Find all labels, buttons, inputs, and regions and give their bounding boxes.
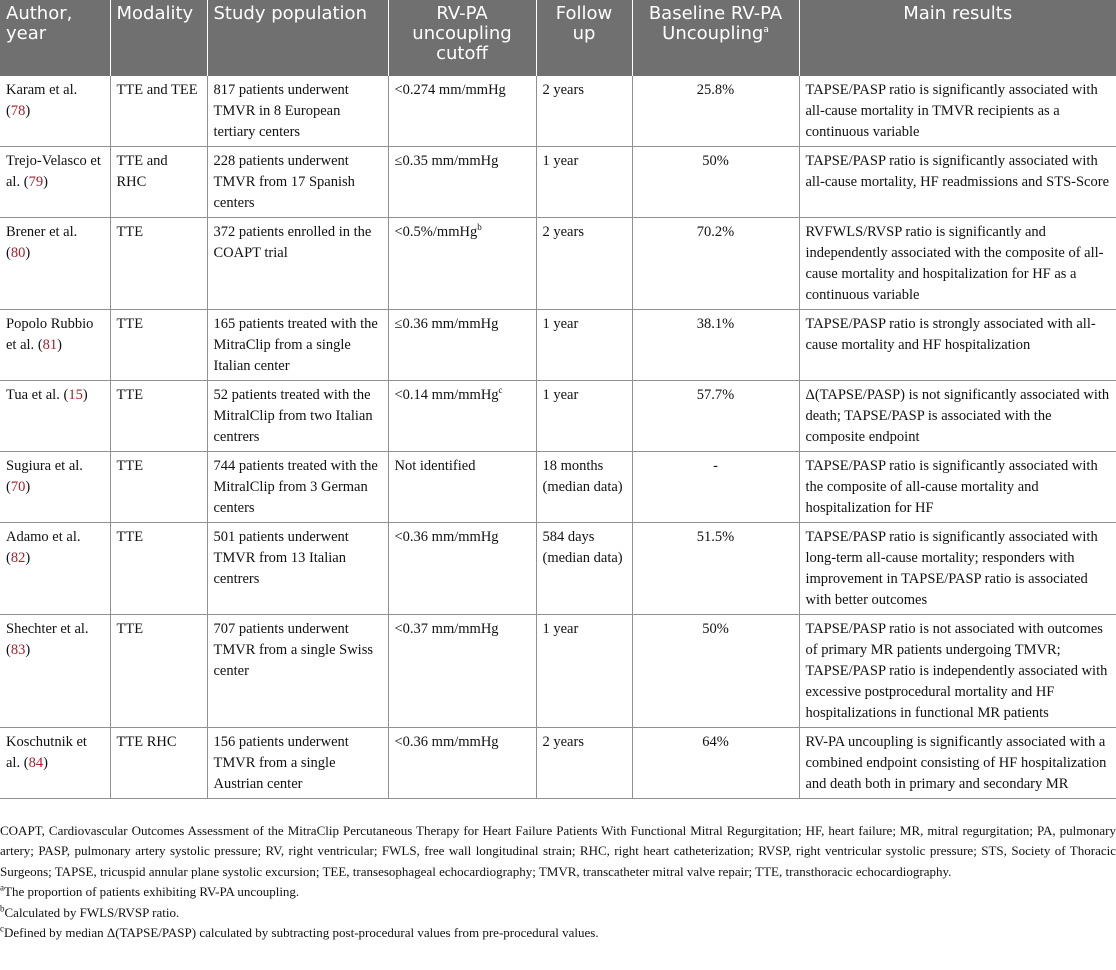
cell-cutoff: Not identified: [388, 452, 536, 523]
cell-population: 228 patients underwent TMVR from 17 Spanish centers: [207, 147, 388, 218]
cell-cutoff: <0.14 mm/mmHg$^c$: [388, 381, 536, 452]
cell-results: TAPSE/PASP ratio is significantly associated with all-cause mortality in TMVR recipients as a continuous variable: [799, 76, 1116, 147]
cell-results: Δ(TAPSE/PASP) is not significantly associated with death; TAPSE/PASP is associated with the composite endpoint: [799, 381, 1116, 452]
table-row: [0, 147, 1116, 218]
header-baseline: Baseline RV-PA Uncoupling$^a$: [632, 0, 799, 76]
cell-followup: 1 year: [536, 147, 632, 218]
cell-baseline: -: [632, 452, 799, 523]
table-row: [0, 615, 1116, 728]
cell-followup: 1 year: [536, 615, 632, 728]
cell-author: Tua et al. (15): [0, 381, 110, 452]
cell-cutoff: <0.36 mm/mmHg: [388, 728, 536, 799]
cell-modality: TTE: [110, 381, 207, 452]
cell-population: 744 patients treated with the MitralClip from 3 German centers: [207, 452, 388, 523]
cell-modality: TTE: [110, 615, 207, 728]
cell-population: 156 patients underwent TMVR from a single Austrian center: [207, 728, 388, 799]
cell-baseline: 38.1%: [632, 310, 799, 381]
reference-link[interactable]: 83: [10, 642, 26, 658]
cell-baseline: 70.2%: [632, 218, 799, 310]
reference-link[interactable]: 81: [42, 337, 58, 353]
cell-results: RVFWLS/RVSP ratio is significantly and independently associated with the composite of all-cause mortality and hospitalization for HF as a continuous variable: [799, 218, 1116, 310]
cell-modality: TTE: [110, 452, 207, 523]
cell-modality: TTE and RHC: [110, 147, 207, 218]
cell-followup: 1 year: [536, 310, 632, 381]
abbreviations-note: COAPT, Cardiovascular Outcomes Assessment of the MitraClip Percutaneous Therapy for Heart Failure Patients With Functional Mitral Regurgitation; HF, heart failure; MR, mitral regurgitation; PA, pulmonary artery; PASP, pulmonary artery systolic pressure; RV, right ventricular; FWLS, free wall longitudinal strain; RHC, right heart catheterization; RVSP, right ventricular systolic pressure; STS, Society of Thoracic Surgeons; TAPSE, tricuspid annular plane systolic excursion; TEE, transesophageal echocardiography; TMVR, transcatheter mitral valve repair; TTE, transthoracic echocardiography.: [0, 823, 1116, 879]
cell-followup: 584 days (median data): [536, 523, 632, 615]
footnote-marker: c: [498, 385, 503, 396]
cell-author: Shechter et al. (83): [0, 615, 110, 728]
reference-link[interactable]: 70: [10, 479, 26, 495]
cell-results: TAPSE/PASP ratio is significantly associated with the composite of all-cause mortality and hospitalization for HF: [799, 452, 1116, 523]
table-row: [0, 381, 1116, 452]
header-row: [0, 0, 1116, 76]
cell-results: TAPSE/PASP ratio is significantly associated with all-cause mortality, HF readmissions and STS-Score: [799, 147, 1116, 218]
cell-baseline: 50%: [632, 615, 799, 728]
table-row: [0, 310, 1116, 381]
cell-population: 501 patients underwent TMVR from 13 Italian centrers: [207, 523, 388, 615]
header-population: Study population: [207, 0, 388, 76]
reference-link[interactable]: 82: [10, 550, 26, 566]
cell-author: Adamo et al. (82): [0, 523, 110, 615]
cell-cutoff: ≤0.36 mm/mmHg: [388, 310, 536, 381]
cell-cutoff: <0.36 mm/mmHg: [388, 523, 536, 615]
header-modality: Modality: [110, 0, 207, 76]
header-results: Main results: [799, 0, 1116, 76]
cell-population: 52 patients treated with the MitralClip from two Italian centrers: [207, 381, 388, 452]
cell-modality: TTE: [110, 523, 207, 615]
footnote-a: $^a$The proportion of patients exhibiting RV-PA uncoupling.: [0, 882, 300, 900]
cell-followup: 18 months (median data): [536, 452, 632, 523]
cell-population: 372 patients enrolled in the COAPT trial: [207, 218, 388, 310]
cell-followup: 1 year: [536, 381, 632, 452]
table-row: [0, 523, 1116, 615]
table-row: [0, 728, 1116, 799]
cell-population: 817 patients underwent TMVR in 8 European tertiary centers: [207, 76, 388, 147]
table-footnotes: [0, 821, 1116, 943]
cell-cutoff: <0.37 mm/mmHg: [388, 615, 536, 728]
table-row: [0, 452, 1116, 523]
reference-link[interactable]: 80: [10, 245, 26, 261]
cell-modality: TTE: [110, 310, 207, 381]
cell-author: Brener et al. (80): [0, 218, 110, 310]
cell-modality: TTE RHC: [110, 728, 207, 799]
cell-baseline: 25.8%: [632, 76, 799, 147]
cell-results: RV-PA uncoupling is significantly associated with a combined endpoint consisting of HF hospitalization and death both in primary and secondary MR: [799, 728, 1116, 799]
cell-cutoff: ≤0.35 mm/mmHg: [388, 147, 536, 218]
cell-author: Sugiura et al. (70): [0, 452, 110, 523]
cell-population: 707 patients underwent TMVR from a single Swiss center: [207, 615, 388, 728]
header-followup: Follow up: [536, 0, 632, 76]
reference-link[interactable]: 78: [10, 103, 26, 119]
cell-baseline: 50%: [632, 147, 799, 218]
cell-modality: TTE and TEE: [110, 76, 207, 147]
footnote-c: $^c$Defined by median Δ(TAPSE/PASP) calculated by subtracting post-procedural values from pre-procedural values.: [0, 923, 599, 941]
table-row: [0, 218, 1116, 310]
cell-baseline: 57.7%: [632, 381, 799, 452]
cell-baseline: 64%: [632, 728, 799, 799]
cell-author: Trejo-Velasco et al. (79): [0, 147, 110, 218]
footnote-marker: a: [763, 25, 769, 35]
reference-link[interactable]: 15: [68, 387, 83, 403]
header-author: Author, year: [0, 0, 110, 76]
cell-followup: 2 years: [536, 218, 632, 310]
footnote-marker: b: [477, 222, 482, 233]
reference-link[interactable]: 84: [28, 755, 44, 771]
header-cutoff: RV-PA uncoupling cutoff: [388, 0, 536, 76]
footnote-b: $^b$Calculated by FWLS/RVSP ratio.: [0, 903, 180, 920]
table-row: [0, 76, 1116, 147]
cell-cutoff: <0.5%/mmHg$^b$: [388, 218, 536, 310]
reference-link[interactable]: 79: [28, 174, 44, 190]
cell-results: TAPSE/PASP ratio is strongly associated with all-cause mortality and HF hospitalization: [799, 310, 1116, 381]
cell-population: 165 patients treated with the MitraClip from a single Italian center: [207, 310, 388, 381]
cell-results: TAPSE/PASP ratio is significantly associated with long-term all-cause mortality; responders with improvement in TAPSE/PASP ratio is associated with better outcomes: [799, 523, 1116, 615]
cell-cutoff: <0.274 mm/mmHg: [388, 76, 536, 147]
cell-author: Popolo Rubbio et al. (81): [0, 310, 110, 381]
cell-author: Koschutnik et al. (84): [0, 728, 110, 799]
cell-followup: 2 years: [536, 728, 632, 799]
cell-followup: 2 years: [536, 76, 632, 147]
cell-modality: TTE: [110, 218, 207, 310]
cell-author: Karam et al. (78): [0, 76, 110, 147]
cell-baseline: 51.5%: [632, 523, 799, 615]
cell-results: TAPSE/PASP ratio is not associated with outcomes of primary MR patients undergoing TMVR; TAPSE/PASP ratio is independently associated with excessive postprocedural mortality and HF hospitalizations in functional MR patients: [799, 615, 1116, 728]
